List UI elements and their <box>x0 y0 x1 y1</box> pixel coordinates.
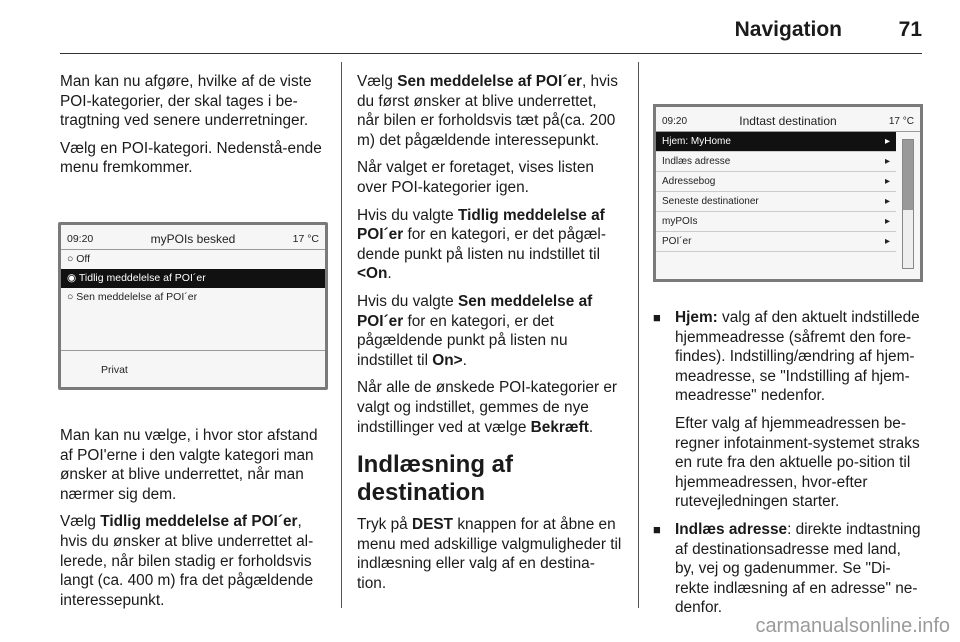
screenshot-mypois <box>56 190 330 412</box>
clock: 09:20 <box>67 232 94 245</box>
chevron-right-icon: ▸ <box>884 156 890 167</box>
option-off[interactable]: ○ Off <box>67 252 91 265</box>
watermark: carmanualsonline.info <box>755 615 950 637</box>
column-2 <box>357 72 623 601</box>
screen-title: Indtast destination <box>739 114 837 128</box>
section-heading: Indlæsning af destination <box>357 451 513 507</box>
radio-icon: ○ <box>67 290 77 303</box>
paragraph: Vælg en POI-kategori. Nedenstå-ende menu fremkommer. <box>60 139 322 177</box>
option-early[interactable]: ◉ Tidlig meddelelse af POI´er <box>61 269 325 288</box>
option-late[interactable]: ○ Sen meddelelse af POI´er <box>67 290 198 303</box>
paragraph: Vælg Tidlig meddelelse af POI´er, hvis du ønsker at blive underrettet al-lerede, når bilen stadig er forholdsvis langt (ca. 400 m) fra det pågældende interessepunkt. <box>60 513 314 609</box>
status-bar <box>656 107 920 132</box>
menu-item-mypois[interactable]: myPOIs ▸ <box>656 212 896 232</box>
menu-item-recent[interactable]: Seneste destinationer ▸ <box>656 192 896 212</box>
bullet-icon: ■ <box>653 521 661 537</box>
chevron-right-icon: ▸ <box>884 236 890 247</box>
display-screen <box>653 104 923 282</box>
chevron-right-icon: ▸ <box>884 136 890 147</box>
paragraph: Tryk på DEST knappen for at åbne en menu med adskillige valgmuligheder til indlæsning eller valg af en destina-tion. <box>357 516 622 592</box>
menu-item-enter-address[interactable]: Indlæs adresse ▸ <box>656 152 896 172</box>
bullet-icon: ■ <box>653 310 661 325</box>
page-title: Navigation <box>734 18 842 41</box>
chevron-right-icon: ▸ <box>884 176 890 187</box>
page-header <box>60 14 922 52</box>
paragraph: Man kan nu vælge, i hvor stor afstand af POI'erne i den valgte kategori man ønsker at blive underrettet, når man nærmer sig dem. <box>60 426 318 503</box>
chevron-right-icon: ▸ <box>884 196 890 207</box>
screenshot-destination <box>649 72 927 294</box>
privat-label: Privat <box>101 363 128 376</box>
paragraph: Når valget er foretaget, vises listen over POI-kategorier igen. <box>357 159 594 196</box>
display-screen <box>58 222 328 390</box>
column-3 <box>653 72 923 626</box>
clock: 09:20 <box>662 116 688 127</box>
paragraph: Man kan nu afgøre, hvilke af de viste POI-kategorier, der skal tages i be-tragtning ved senere underretninger. <box>60 73 312 130</box>
radio-selected-icon: ◉ <box>67 271 79 284</box>
menu-item-pois[interactable]: POI´er ▸ <box>656 232 896 252</box>
screen-footer <box>61 350 325 387</box>
page-number: 71 <box>898 18 922 41</box>
header-rule <box>60 53 922 54</box>
paragraph: Når alle de ønskede POI-kategorier er valgt og indstillet, gemmes de nye indstillinger ved at vælge Bekræft. <box>357 379 618 436</box>
bullet-item-address: ■ Indlæs adresse: direkte indtastning af destinationsadresse med land, by, vej og gadenummer. Se "Di-rekte indlæsning af en adresse" ne-denfor. <box>653 520 921 617</box>
paragraph: Hvis du valgte Sen meddelelse af POI´er for en kategori, er det pågældende punkt på listen nu indstillet til On>. <box>357 292 593 369</box>
menu-item-address-book[interactable]: Adressebog ▸ <box>656 172 896 192</box>
column-1 <box>60 72 326 618</box>
paragraph: Hvis du valgte Tidlig meddelelse af POI´er for en kategori, er det pågæl-dende punkt på listen nu indstillet til <On. <box>357 206 606 283</box>
bullet-item-home: ■ Hjem: valg af den aktuelt indstillede hjemmeadresse (såfremt den fore-findes). Indstilling/ændring af hjem-meadresse, se "Indstilling af hjem-meadresse" nedenfor. Efter valg af hjemmeadressen be-regner infotainment-systemet straks en rute fra den aktuelle po-sition til hjemmeadressen, hvor-efter rutevejledningen starter. <box>653 309 920 511</box>
column-divider <box>341 62 342 608</box>
status-bar <box>61 225 325 250</box>
paragraph: Vælg Sen meddelelse af POI´er, hvis du først ønsker at blive underrettet, når bilen er forholdsvis tæt på(ca. 200 m) det pågældende interessepunkt. <box>357 73 618 149</box>
chevron-right-icon: ▸ <box>884 216 890 227</box>
column-divider <box>638 62 639 608</box>
radio-icon: ○ <box>67 252 77 265</box>
temperature: 17 °C <box>888 116 914 127</box>
scrollbar[interactable] <box>902 139 914 269</box>
screen-title: myPOIs besked <box>150 231 236 246</box>
menu-item-home[interactable]: Hjem: MyHome ▸ <box>656 132 896 152</box>
temperature: 17 °C <box>292 232 319 245</box>
